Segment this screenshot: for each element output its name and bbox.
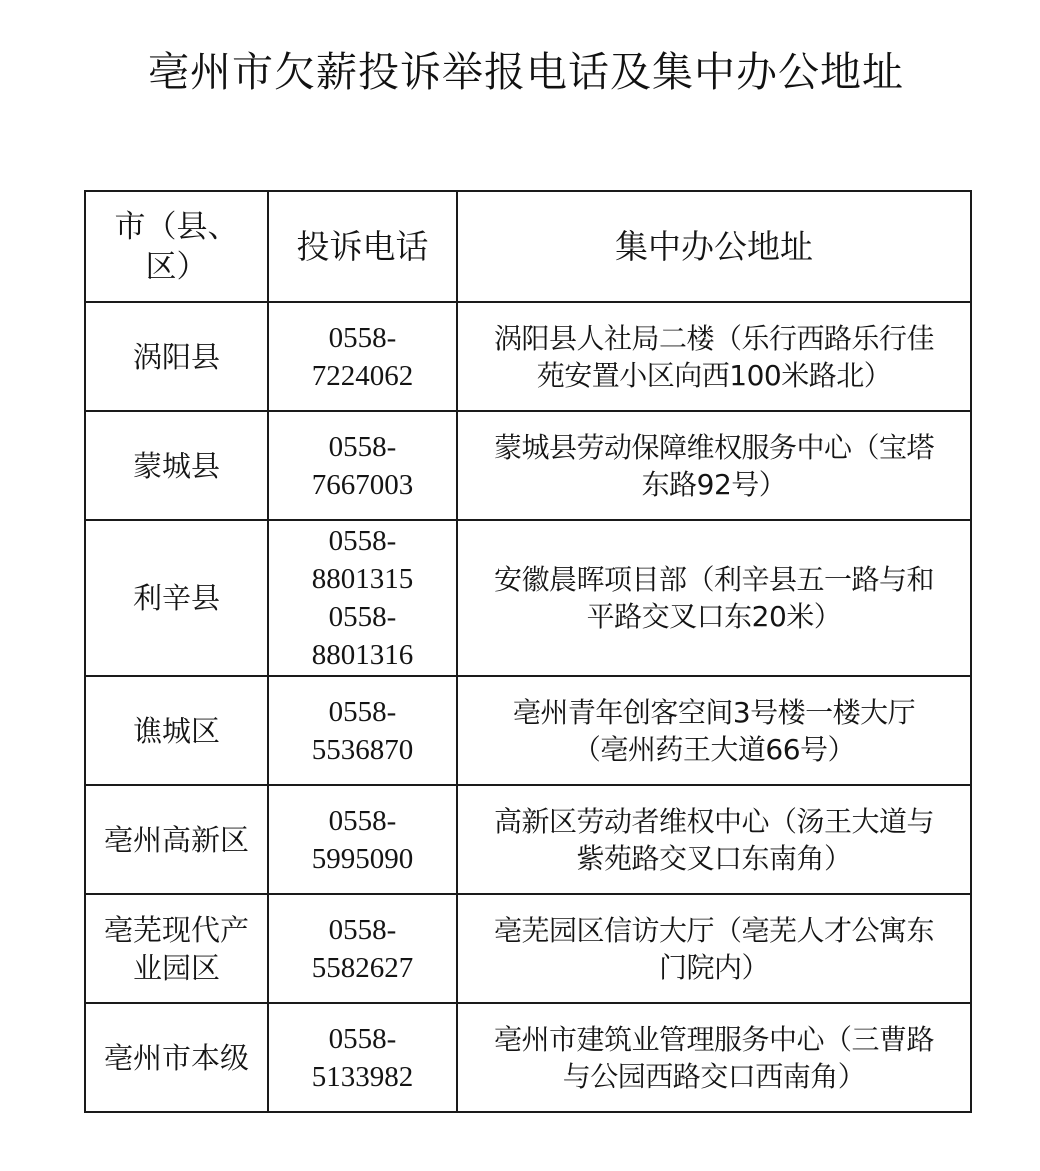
- phone-cell: [268, 411, 457, 520]
- phone-text: 5995090: [311, 842, 414, 875]
- region-cell: 涡阳县: [85, 302, 268, 411]
- table-row: [85, 676, 971, 785]
- address-line: 安徽晨晖项目部（利辛县五一路与和: [493, 563, 934, 596]
- phone-text: 0558-: [328, 695, 397, 728]
- address-cell: [457, 520, 971, 676]
- header-region: 市（县、区）: [85, 191, 268, 302]
- phone-text: 0558-: [328, 601, 397, 633]
- phone-text: 0558-: [328, 321, 397, 354]
- address-line: 平路交叉口东20米）: [586, 600, 842, 633]
- page-title: 亳州市欠薪投诉举报电话及集中办公地址: [148, 48, 904, 96]
- phone-cell: [268, 676, 457, 785]
- region-cell: 亳州市本级: [85, 1003, 268, 1112]
- phone-text: 8801315: [311, 563, 414, 595]
- header-phone: 投诉电话: [268, 191, 457, 302]
- phone-text: 5133982: [311, 1060, 414, 1093]
- complaint-contacts-table: [84, 190, 972, 1113]
- region-cell: 蒙城县: [85, 411, 268, 520]
- address-line: 亳州青年创客空间3号楼一楼大厅: [512, 695, 916, 729]
- address-line: 与公园西路交口西南角）: [562, 1059, 866, 1093]
- table-row: [85, 411, 971, 520]
- address-line: 门院内）: [658, 950, 769, 984]
- table-row: [85, 302, 971, 411]
- phone-text: 5536870: [311, 733, 414, 766]
- table-header-row: [85, 191, 971, 302]
- region-cell: 谯城区: [85, 676, 268, 785]
- address-line: 高新区劳动者维权中心（汤王大道与: [493, 804, 934, 838]
- phone-text: 0558-: [328, 804, 397, 837]
- phone-text: 5582627: [311, 951, 414, 984]
- address-cell: [457, 302, 971, 411]
- table-row: [85, 894, 971, 1003]
- table-row: [85, 785, 971, 894]
- phone-text: 0558-: [328, 430, 397, 463]
- address-cell: [457, 411, 971, 520]
- address-line: 紫苑路交叉口东南角）: [576, 841, 852, 875]
- address-line: （亳州药王大道66号）: [572, 732, 856, 766]
- address-line: 蒙城县劳动保障维权服务中心（宝塔: [493, 430, 934, 464]
- region-cell: 利辛县: [85, 520, 268, 676]
- header-address: 集中办公地址: [457, 191, 971, 302]
- phone-text: 7224062: [311, 359, 414, 392]
- address-line: 亳州市建筑业管理服务中心（三曹路: [493, 1022, 934, 1056]
- address-line: 东路92号）: [641, 467, 787, 501]
- table-row: [85, 1003, 971, 1112]
- address-cell: [457, 894, 971, 1003]
- phone-text: 0558-: [328, 913, 397, 946]
- phone-cell: [268, 520, 457, 676]
- phone-cell: [268, 1003, 457, 1112]
- phone-text: 0558-: [328, 525, 397, 557]
- region-cell: 亳州高新区: [85, 785, 268, 894]
- phone-cell: [268, 785, 457, 894]
- region-cell: 亳芜现代产业园区: [85, 894, 268, 1003]
- address-line: 亳芜园区信访大厅（亳芜人才公寓东: [493, 913, 934, 947]
- table-row: [85, 520, 971, 676]
- phone-text: 8801316: [311, 639, 414, 671]
- address-cell: [457, 1003, 971, 1112]
- address-cell: [457, 785, 971, 894]
- address-line: 涡阳县人社局二楼（乐行西路乐行佳: [493, 321, 934, 355]
- phone-text: 7667003: [311, 468, 414, 501]
- phone-text: 0558-: [328, 1022, 397, 1055]
- phone-cell: [268, 302, 457, 411]
- address-line: 苑安置小区向西100米路北）: [536, 358, 892, 392]
- phone-cell: [268, 894, 457, 1003]
- address-cell: [457, 676, 971, 785]
